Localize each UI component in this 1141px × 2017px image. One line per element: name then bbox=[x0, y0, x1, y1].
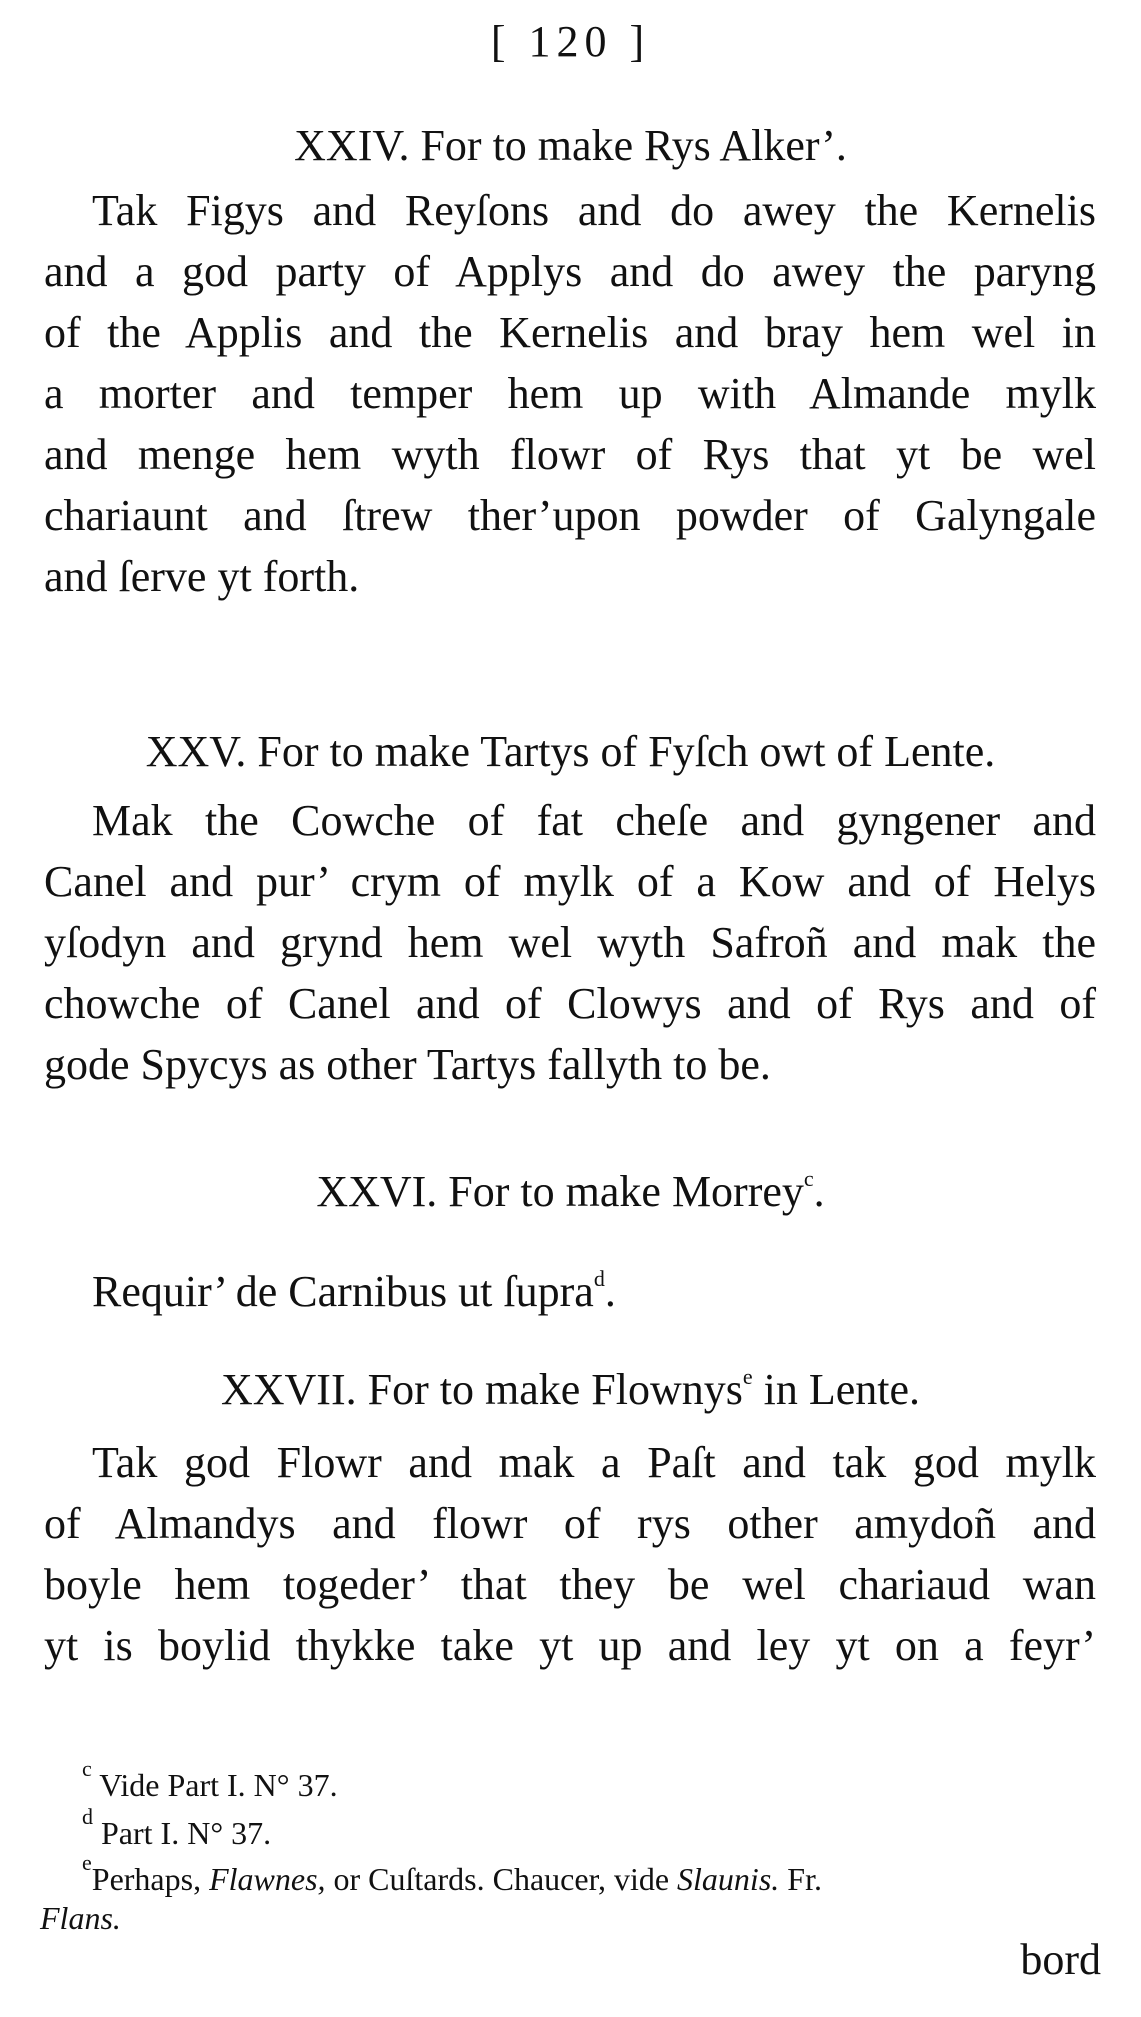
text-line: yſodyn and grynd hem wel wyth Safroñ and mak the bbox=[44, 918, 1096, 967]
footnote-mark: c bbox=[803, 1166, 814, 1191]
footnote-d bbox=[82, 1804, 271, 1852]
heading-end: in Lente. bbox=[752, 1365, 920, 1414]
section-body-xxvi bbox=[44, 1248, 1096, 1316]
text-line: chariaunt and ſtrew ther’upon powder of Galyngale bbox=[44, 491, 1096, 540]
footnote-italic: Flawnes, bbox=[209, 1861, 326, 1897]
catchword: bord bbox=[1020, 1935, 1101, 1984]
heading-text: XXVI. For to make Morrey bbox=[316, 1167, 804, 1216]
text-line: boyle hem togeder’ that they be wel chariaud wan bbox=[44, 1560, 1096, 1609]
text-line: of Almandys and flowr of rys other amydoñ and bbox=[44, 1499, 1096, 1548]
footnote-mark: e bbox=[742, 1364, 753, 1389]
text-line: chowche of Canel and of Clowys and of Rys and of bbox=[44, 979, 1096, 1028]
text-line: a morter and temper hem up with Almande mylk bbox=[44, 369, 1096, 418]
footnote-text: Fr. bbox=[779, 1861, 822, 1897]
footnote-italic: Flans. bbox=[40, 1900, 121, 1936]
footnote-text: Perhaps, bbox=[91, 1861, 210, 1897]
text-line bbox=[44, 1248, 1096, 1316]
footnote-c bbox=[82, 1756, 338, 1804]
text-line: and a god party of Applys and do awey the paryng bbox=[44, 247, 1096, 296]
section-heading-xxvi bbox=[0, 1166, 1141, 1217]
footnote-mark: e bbox=[82, 1850, 92, 1875]
text-line: of the Applis and the Kernelis and bray hem wel in bbox=[44, 308, 1096, 357]
footnote-text: Part I. N° 37. bbox=[101, 1815, 272, 1851]
footnote-mark: c bbox=[82, 1756, 92, 1781]
section-body-xxiv bbox=[44, 180, 1096, 607]
text-line: and ſerve yt forth. bbox=[44, 552, 360, 601]
line-end: . bbox=[604, 1267, 616, 1316]
line-text: Requir’ de Carnibus ut ſupra bbox=[92, 1267, 594, 1316]
section-body-xxv bbox=[44, 790, 1096, 1095]
text-line: Canel and pur’ crym of mylk of a Kow and of Helys bbox=[44, 857, 1096, 906]
text-line: Tak god Flowr and mak a Paſt and tak god mylk bbox=[92, 1438, 1096, 1487]
section-heading-xxv: XXV. For to make Tartys of Fyſch owt of Lente. bbox=[145, 727, 996, 776]
footnote-e-continuation bbox=[40, 1900, 121, 1937]
section-heading-xxvii bbox=[0, 1364, 1141, 1415]
heading-end: . bbox=[813, 1167, 825, 1216]
page-number: [ 120 ] bbox=[490, 17, 651, 66]
text-line: yt is boylid thykke take yt up and ley yt on a feyr’ bbox=[44, 1621, 1096, 1670]
text-line: and menge hem wyth flowr of Rys that yt be wel bbox=[44, 430, 1096, 479]
text-line: gode Spycys as other Tartys fallyth to be. bbox=[44, 1040, 771, 1089]
text-line: Mak the Cowche of fat cheſe and gyngener and bbox=[92, 796, 1096, 845]
footnote-text: Vide Part I. N° 37. bbox=[99, 1767, 338, 1803]
footnote-mark: d bbox=[593, 1266, 605, 1291]
footnote-e bbox=[82, 1850, 1102, 1898]
footnote-text: or Cuſtards. Chaucer, vide bbox=[325, 1861, 678, 1897]
section-body-xxvii bbox=[44, 1432, 1096, 1676]
text-line: Tak Figys and Reyſons and do awey the Kernelis bbox=[92, 186, 1096, 235]
heading-text: XXVII. For to make Flownys bbox=[220, 1365, 743, 1414]
section-heading-xxiv: XXIV. For to make Rys Alker’. bbox=[294, 121, 847, 170]
footnote-mark: d bbox=[82, 1804, 93, 1829]
footnote-italic: Slaunis. bbox=[677, 1861, 780, 1897]
